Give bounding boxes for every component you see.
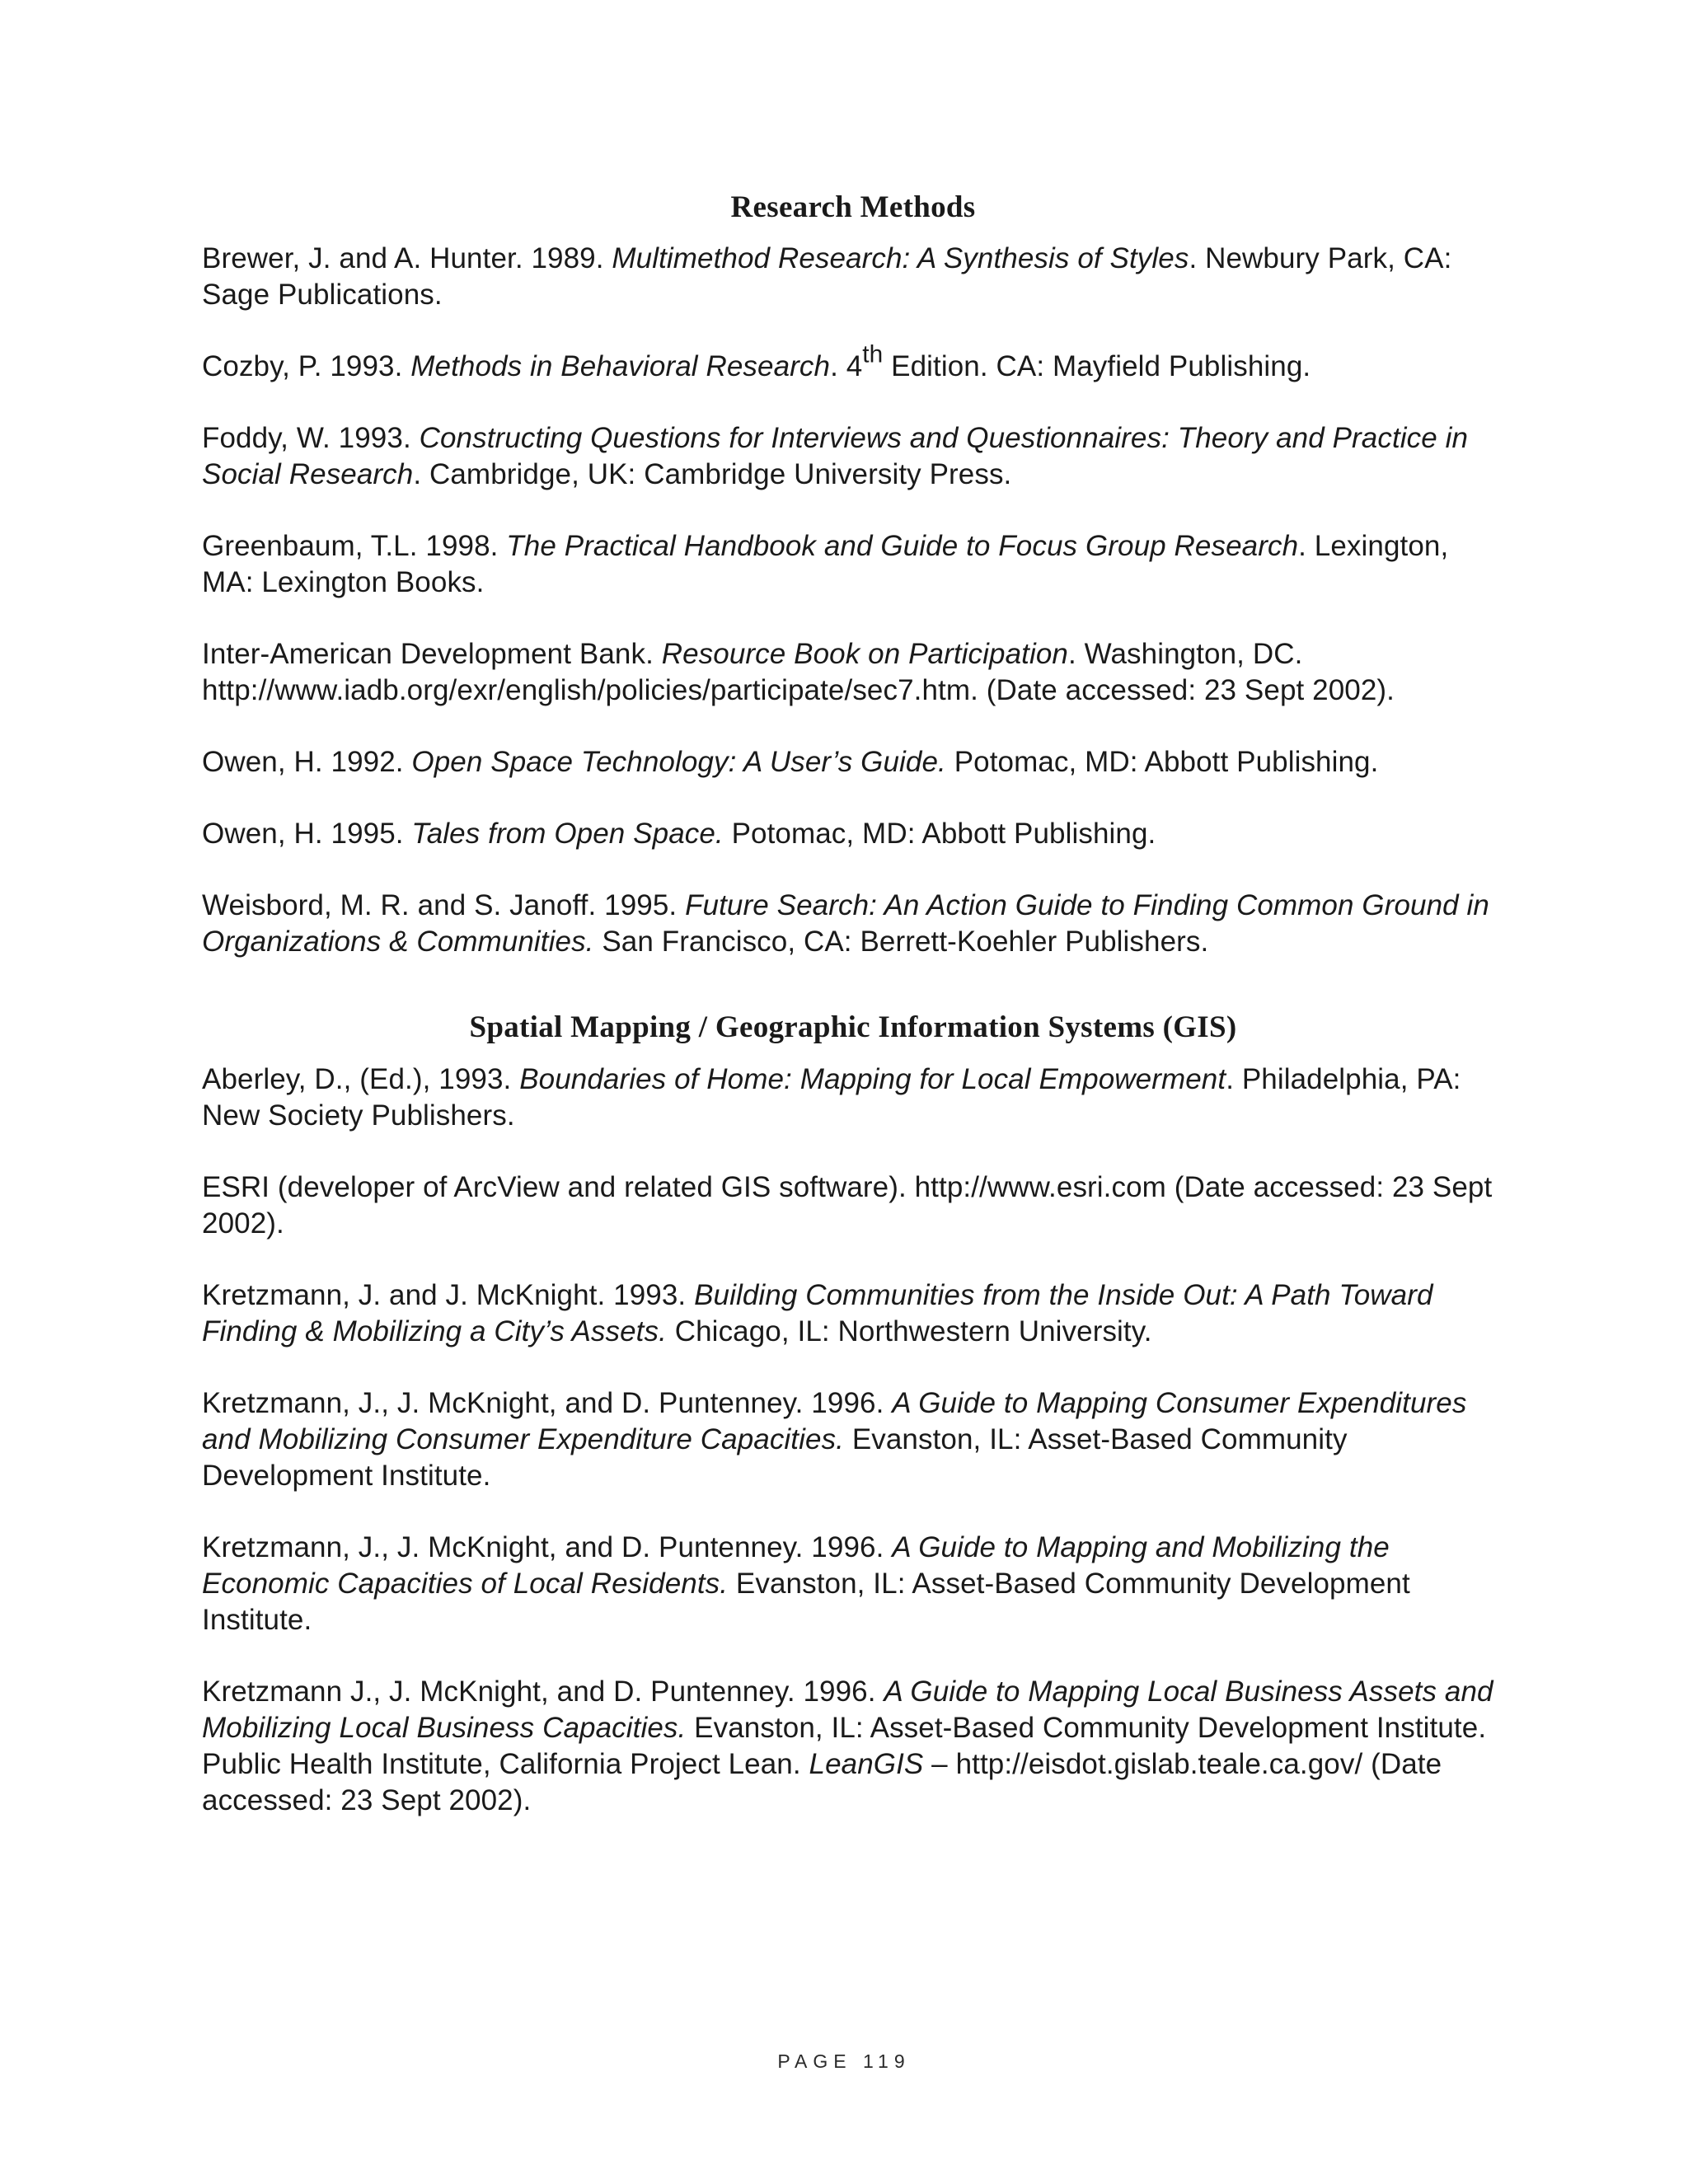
reference-owen-1995 — [202, 816, 1504, 852]
ref-author: Inter-American Development Bank. — [202, 638, 662, 671]
reference-owen-1992 — [202, 744, 1504, 780]
document-page — [202, 190, 1504, 1854]
ref-title: Boundaries of Home: Mapping for Local Empowerment — [519, 1062, 1226, 1095]
ref-edition: . 4 — [830, 350, 863, 383]
ref-title: Resource Book on Participation — [661, 638, 1068, 671]
ref-author: Kretzmann, J., J. McKnight, and D. Puntenney. 1996. — [202, 1386, 893, 1419]
ref-title: Constructing Questions for Interviews and Questionnaires: Theory and Practice in Social Research — [202, 422, 1469, 491]
ref-publisher: Evanston, IL: Asset-Based Community Development Institute. — [202, 1567, 1410, 1636]
ref-publisher: . Lexington, MA: Lexington Books. — [202, 530, 1449, 599]
ref-title: LeanGIS — [809, 1747, 924, 1780]
reference-greenbaum-1998 — [202, 528, 1504, 601]
ref-author: Kretzmann J., J. McKnight, and D. Puntenney. 1996. — [202, 1675, 884, 1708]
ref-title: Methods in Behavioral Research — [410, 350, 831, 383]
reference-cozby-1993 — [202, 341, 1504, 385]
ref-publisher: – http://eisdot.gislab.teale.ca.gov/ (Date accessed: 23 Sept 2002). — [202, 1747, 1442, 1816]
ref-author: Kretzmann, J., J. McKnight, and D. Puntenney. 1996. — [202, 1530, 893, 1563]
ref-publisher: San Francisco, CA: Berrett-Koehler Publishers. — [593, 926, 1209, 958]
reference-brewer-1989 — [202, 241, 1504, 313]
reference-foddy-1993 — [202, 420, 1504, 493]
ref-title: Building Communities from the Inside Out: A Path Toward Finding & Mobilizing a City’s Assets. — [202, 1278, 1433, 1347]
ref-publisher: Edition. CA: Mayfield Publishing. — [883, 350, 1311, 383]
ref-publisher: Evanston, IL: Asset-Based Community Development Institute. — [202, 1422, 1348, 1492]
reference-kretzmann-1996-consumer — [202, 1385, 1504, 1494]
ref-author: Public Health Institute, California Project Lean. — [202, 1747, 809, 1780]
reference-kretzmann-1996-business — [202, 1674, 1504, 1746]
reference-esri — [202, 1169, 1504, 1242]
ref-publisher: Potomac, MD: Abbott Publishing. — [723, 818, 1156, 851]
section-heading-spatial-mapping-gis: Spatial Mapping / Geographic Information Systems (GIS) — [469, 1010, 1237, 1045]
ref-author: Weisbord, M. R. and S. Janoff. 1995. — [202, 889, 686, 922]
ref-publisher: Potomac, MD: Abbott Publishing. — [945, 746, 1379, 779]
reference-public-health-institute — [202, 1746, 1504, 1819]
ref-publisher: Chicago, IL: Northwestern University. — [666, 1315, 1152, 1347]
reference-kretzmann-1993 — [202, 1277, 1504, 1350]
ref-publisher: Evanston, IL: Asset-Based Community Development Institute. — [686, 1711, 1487, 1744]
ref-author: Aberley, D., (Ed.), 1993. — [202, 1062, 520, 1095]
ref-title: A Guide to Mapping Consumer Expenditures and Mobilizing Consumer Expenditure Capacities. — [202, 1386, 1467, 1455]
ref-author: Brewer, J. and A. Hunter. 1989. — [202, 242, 612, 275]
ref-author: Greenbaum, T.L. 1998. — [202, 530, 507, 563]
reference-kretzmann-1996-residents — [202, 1530, 1504, 1638]
ref-publisher: . Newbury Park, CA: Sage Publications. — [202, 242, 1452, 312]
ref-author: Foddy, W. 1993. — [202, 422, 420, 455]
ref-title: Tales from Open Space. — [411, 818, 724, 851]
ref-author: Owen, H. 1992. — [202, 746, 412, 779]
ref-author: Cozby, P. 1993. — [202, 350, 411, 383]
ref-title: Multimethod Research: A Synthesis of Styles — [612, 242, 1189, 275]
ref-title: A Guide to Mapping and Mobilizing the Economic Capacities of Local Residents. — [202, 1530, 1390, 1600]
reference-iadb — [202, 636, 1504, 709]
ref-edition-suffix: th — [862, 341, 884, 369]
section-heading-research-methods: Research Methods — [730, 190, 976, 224]
ref-author: Kretzmann, J. and J. McKnight. 1993. — [202, 1278, 695, 1311]
ref-title: Future Search: An Action Guide to Finding Common Ground in Organizations & Communities. — [202, 889, 1489, 958]
reference-weisbord-1995 — [202, 888, 1504, 960]
ref-author: ESRI (developer of ArcView and related GIS software). http://www.esri.com (Date accessed: 23 Sept 2002). — [202, 1170, 1493, 1240]
reference-aberley-1993 — [202, 1062, 1504, 1134]
ref-author: Owen, H. 1995. — [202, 818, 412, 851]
ref-publisher: . Philadelphia, PA: New Society Publishers. — [202, 1062, 1461, 1132]
ref-title: A Guide to Mapping Local Business Assets and Mobilizing Local Business Capacities. — [202, 1675, 1493, 1744]
ref-title: The Practical Handbook and Guide to Focus Group Research — [506, 530, 1299, 563]
ref-title: Open Space Technology: A User’s Guide. — [411, 746, 946, 779]
ref-publisher: . Cambridge, UK: Cambridge University Press. — [413, 458, 1012, 491]
page-number: PAGE 119 — [777, 2050, 911, 2072]
ref-publisher: . Washington, DC. http://www.iadb.org/exr/english/policies/participate/sec7.htm. (Date accessed: 23 Sept 2002). — [202, 638, 1395, 707]
